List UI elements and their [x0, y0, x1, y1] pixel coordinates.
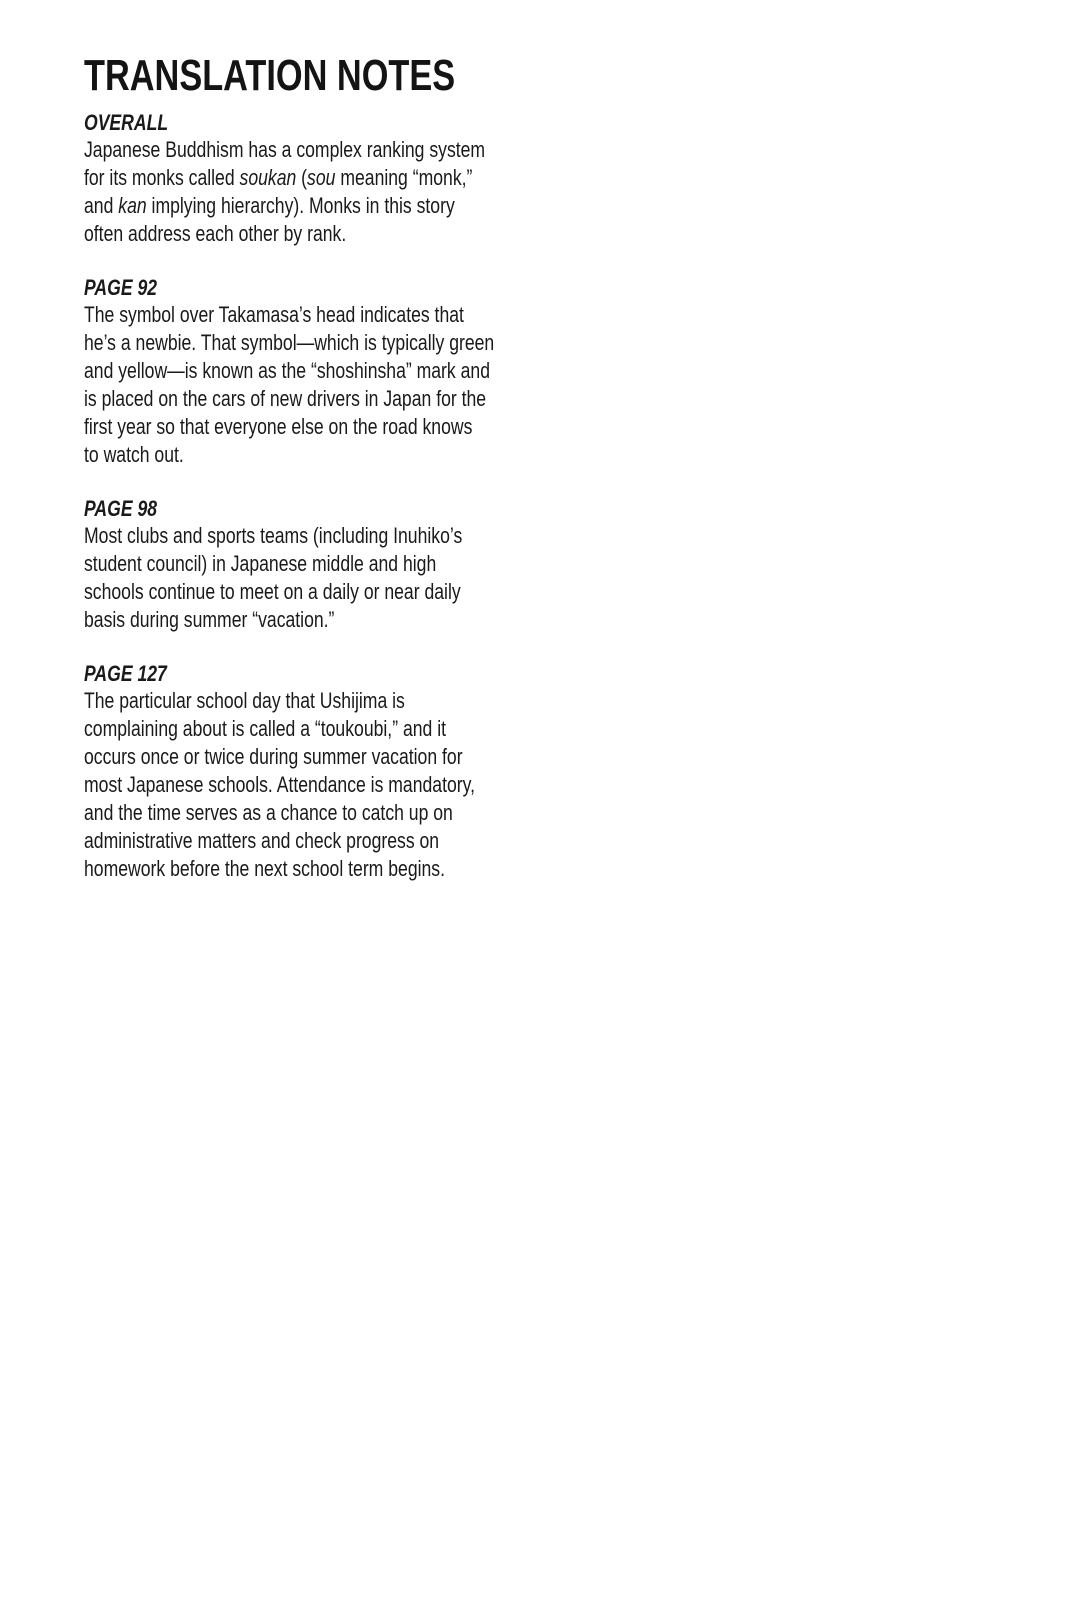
- body-line: student council) in Japanese middle and high: [84, 551, 437, 576]
- body-line: most Japanese schools. Attendance is mandatory,: [84, 772, 476, 797]
- body-line: administrative matters and check progress on: [84, 828, 440, 853]
- translation-notes-page: [84, 52, 554, 910]
- body-line: homework before the next school term begins.: [84, 856, 445, 881]
- body-line: The symbol over Takamasa’s head indicates that: [84, 302, 464, 327]
- term-soukan: soukan: [239, 165, 297, 190]
- section-page-92: [84, 275, 554, 469]
- section-body-page-92: [84, 301, 554, 469]
- section-body-page-127: [84, 687, 554, 883]
- section-body-overall: [84, 136, 554, 248]
- term-kan: kan: [118, 193, 147, 218]
- section-heading-overall: OVERALL: [84, 110, 169, 135]
- body-line: he’s a newbie. That symbol—which is typically green: [84, 330, 495, 355]
- body-line: is placed on the cars of new drivers in Japan for the: [84, 386, 487, 411]
- body-line: and the time serves as a chance to catch up on: [84, 800, 453, 825]
- body-line: to watch out.: [84, 442, 184, 467]
- body-line: Japanese Buddhism has a complex ranking system: [84, 137, 486, 162]
- section-page-127: [84, 661, 554, 883]
- section-heading-page-92: PAGE 92: [84, 275, 158, 300]
- body-line: often address each other by rank.: [84, 221, 347, 246]
- section-heading-page-98: PAGE 98: [84, 496, 158, 521]
- body-line: complaining about is called a “toukoubi,” and it: [84, 716, 446, 741]
- body-line: occurs once or twice during summer vacation for: [84, 744, 463, 769]
- body-line: and yellow—is known as the “shoshinsha” mark and: [84, 358, 490, 383]
- body-line: The particular school day that Ushijima is: [84, 688, 405, 713]
- body-line: Most clubs and sports teams (including Inuhiko’s: [84, 523, 463, 548]
- section-body-page-98: [84, 522, 554, 634]
- body-line: and kan implying hierarchy). Monks in this story: [84, 193, 455, 218]
- section-page-98: [84, 496, 554, 634]
- section-heading-page-127: PAGE 127: [84, 661, 167, 686]
- body-line: schools continue to meet on a daily or near daily: [84, 579, 461, 604]
- term-sou: sou: [307, 165, 336, 190]
- body-line: first year so that everyone else on the road knows: [84, 414, 473, 439]
- section-overall: [84, 110, 554, 248]
- body-line: basis during summer “vacation.”: [84, 607, 335, 632]
- body-line: for its monks called soukan (sou meaning “monk,”: [84, 165, 473, 190]
- page-title: TRANSLATION NOTES: [84, 51, 456, 100]
